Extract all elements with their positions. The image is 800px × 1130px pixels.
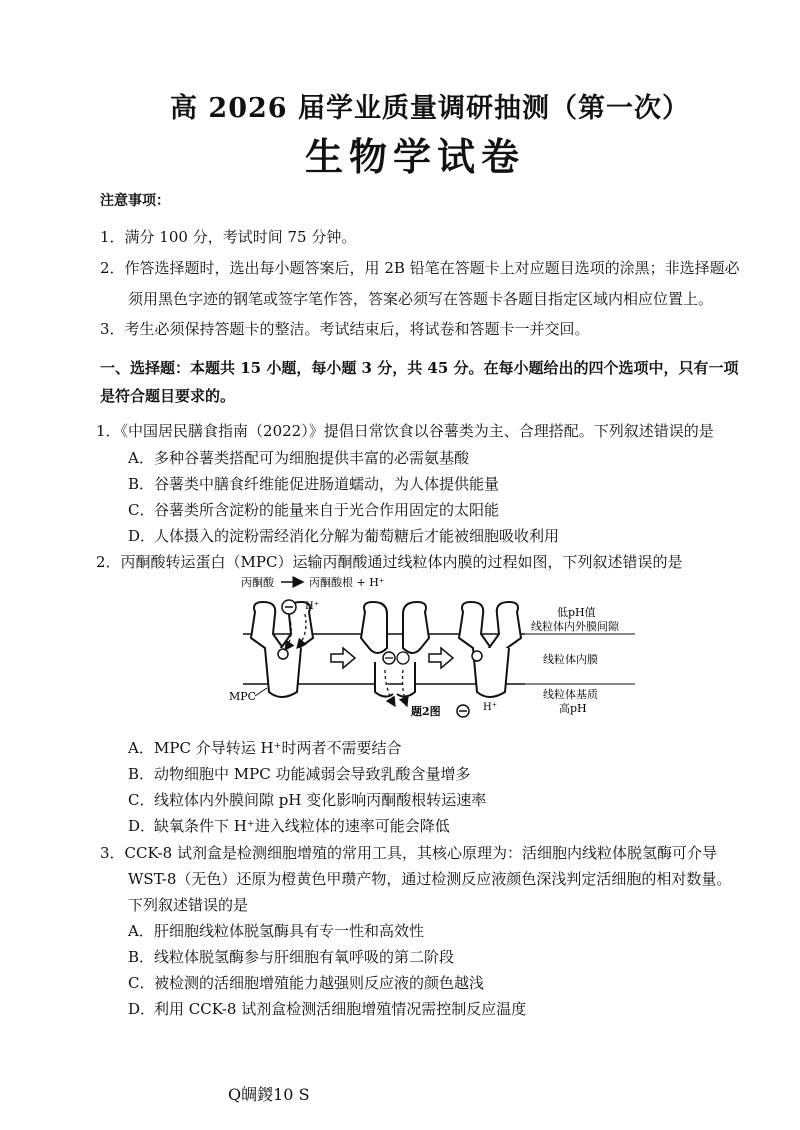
h-plus-bottom: H⁺ bbox=[483, 702, 497, 713]
matrix-ph-label: 高pH bbox=[559, 702, 587, 715]
mpc-label: MPC bbox=[229, 690, 257, 703]
h-plus-bound-2 bbox=[397, 652, 409, 664]
q1-option-d-text: 人体摄入的淀粉需经消化分解为葡萄糖后才能被细胞吸收利用 bbox=[154, 527, 560, 545]
q1-option-a bbox=[128, 447, 469, 468]
q3-option-c-letter: C． bbox=[128, 974, 155, 992]
page-footer: Q皗鍐10 S bbox=[228, 1085, 310, 1104]
q3-option-a-text: 肝细胞线粒体脱氢酶具有专一性和高效性 bbox=[154, 922, 425, 940]
pyruvate-ion-bound-1 bbox=[278, 649, 288, 659]
pyruvate-ion-bound-3 bbox=[472, 651, 482, 661]
section-heading-line1: 一、选择题：本题共 15 小题，每小题 3 分，共 45 分。在每小题给出的四个选项中，只有一项 bbox=[100, 359, 739, 377]
reaction-pyruvate-ion: 丙酮酸根 + H⁺ bbox=[309, 576, 385, 589]
q1-option-c bbox=[128, 499, 499, 520]
q3-option-d bbox=[128, 998, 526, 1019]
reaction-pyruvate: 丙酮酸 bbox=[241, 576, 274, 589]
q2-option-d-letter: D． bbox=[128, 817, 156, 835]
q1-option-c-letter: C． bbox=[128, 501, 155, 519]
ims-ph-label: 低pH值 bbox=[557, 606, 596, 619]
mpc-transporter-3 bbox=[459, 602, 521, 697]
notes-heading: 注意事项： bbox=[100, 193, 170, 209]
q2-option-b bbox=[128, 763, 470, 784]
q3-option-b-letter: B． bbox=[128, 948, 155, 966]
state-arrow-2 bbox=[429, 648, 453, 668]
q3-option-d-letter: D． bbox=[128, 1000, 156, 1018]
note-item-2-cont: 须用黑色字迹的钢笔或签字笔作答，答案必须写在答题卡各题目指定区域内相应位置上。 bbox=[128, 290, 714, 308]
q2-option-b-text: 动物细胞中 MPC 功能减弱会导致乳酸含量增多 bbox=[154, 765, 471, 783]
q2-option-c-letter: C． bbox=[128, 791, 155, 809]
mpc-leader-line bbox=[255, 688, 267, 696]
q1-option-a-letter: A． bbox=[128, 449, 154, 467]
figure-caption: 题2图 bbox=[411, 705, 441, 718]
section-heading-line2: 是符合题目要求的。 bbox=[100, 387, 236, 405]
q3-option-b bbox=[128, 946, 454, 967]
q1-option-a-text: 多种谷薯类搭配可为细胞提供丰富的必需氨基酸 bbox=[154, 449, 470, 467]
q1-option-b bbox=[128, 473, 499, 494]
state-arrow-1 bbox=[331, 648, 355, 668]
q3-option-c bbox=[128, 972, 484, 993]
q2-option-c-text: 线粒体内外膜间隙 pH 变化影响丙酮酸根转运速率 bbox=[154, 791, 487, 809]
mpc-transport-figure bbox=[225, 572, 655, 722]
h-plus-top: H⁺ bbox=[305, 601, 319, 612]
q1-option-b-text: 谷薯类中膳食纤维能促进肠道蠕动，为人体提供能量 bbox=[154, 475, 500, 493]
mpc-transporter-2 bbox=[361, 602, 429, 697]
q2-option-a-text: MPC 介导转运 H⁺时两者不需要结合 bbox=[154, 739, 402, 757]
q3-stem-line2: WST-8（无色）还原为橙黄色甲瓒产物，通过检测反应液颜色深浅判定活细胞的相对数量。 bbox=[128, 870, 732, 888]
q2-option-a bbox=[128, 737, 401, 758]
inner-membrane-label: 线粒体内膜 bbox=[543, 653, 598, 666]
note-item-3: 3．考生必须保持答题卡的整洁。考试结束后，将试卷和答题卡一并交回。 bbox=[100, 320, 590, 338]
q2-option-c bbox=[128, 789, 486, 810]
q1-option-d bbox=[128, 525, 559, 546]
q1-option-c-text: 谷薯类所含淀粉的能量来自于光合作用固定的太阳能 bbox=[154, 501, 500, 519]
q3-option-a-letter: A． bbox=[128, 922, 154, 940]
note-item-2: 2．作答选择题时，选出每小题答案后，用 2B 铅笔在答题卡上对应题目选项的涂黑；非选择题必 bbox=[100, 259, 740, 277]
ims-label: 线粒体内外膜间隙 bbox=[531, 620, 619, 633]
note-item-1: 1．满分 100 分，考试时间 75 分钟。 bbox=[100, 228, 357, 246]
q1-option-b-letter: B． bbox=[128, 475, 155, 493]
exam-subtitle: 生物学试卷 bbox=[304, 134, 525, 179]
q2-option-a-letter: A． bbox=[128, 739, 154, 757]
q3-stem-line3: 下列叙述错误的是 bbox=[128, 896, 249, 914]
q3-stem-line1: 3．CCK-8 试剂盒是检测细胞增殖的常用工具，其核心原理为：活细胞内线粒体脱氢酶可介导 bbox=[100, 844, 717, 862]
q1-option-d-letter: D． bbox=[128, 527, 156, 545]
q3-option-c-text: 被检测的活细胞增殖能力越强则反应液的颜色越浅 bbox=[154, 974, 485, 992]
q2-option-d bbox=[128, 815, 450, 836]
q3-option-d-text: 利用 CCK-8 试剂盒检测活细胞增殖情况需控制反应温度 bbox=[154, 1000, 527, 1018]
q3-option-b-text: 线粒体脱氢酶参与肝细胞有氧呼吸的第二阶段 bbox=[154, 948, 455, 966]
matrix-label: 线粒体基质 bbox=[543, 688, 598, 701]
q2-stem: 2．丙酮酸转运蛋白（MPC）运输丙酮酸通过线粒体内膜的过程如图，下列叙述错误的是 bbox=[96, 553, 683, 571]
q3-option-a bbox=[128, 920, 424, 941]
q2-option-b-letter: B． bbox=[128, 765, 155, 783]
q2-option-d-text: 缺氧条件下 H⁺进入线粒体的速率可能会降低 bbox=[154, 817, 450, 835]
exam-title: 高 2026 届学业质量调研抽测（第一次） bbox=[170, 93, 690, 124]
q1-stem: 1．《中国居民膳食指南（2022）》提倡日常饮食以谷薯类为主、合理搭配。下列叙述错误的是 bbox=[96, 422, 714, 440]
